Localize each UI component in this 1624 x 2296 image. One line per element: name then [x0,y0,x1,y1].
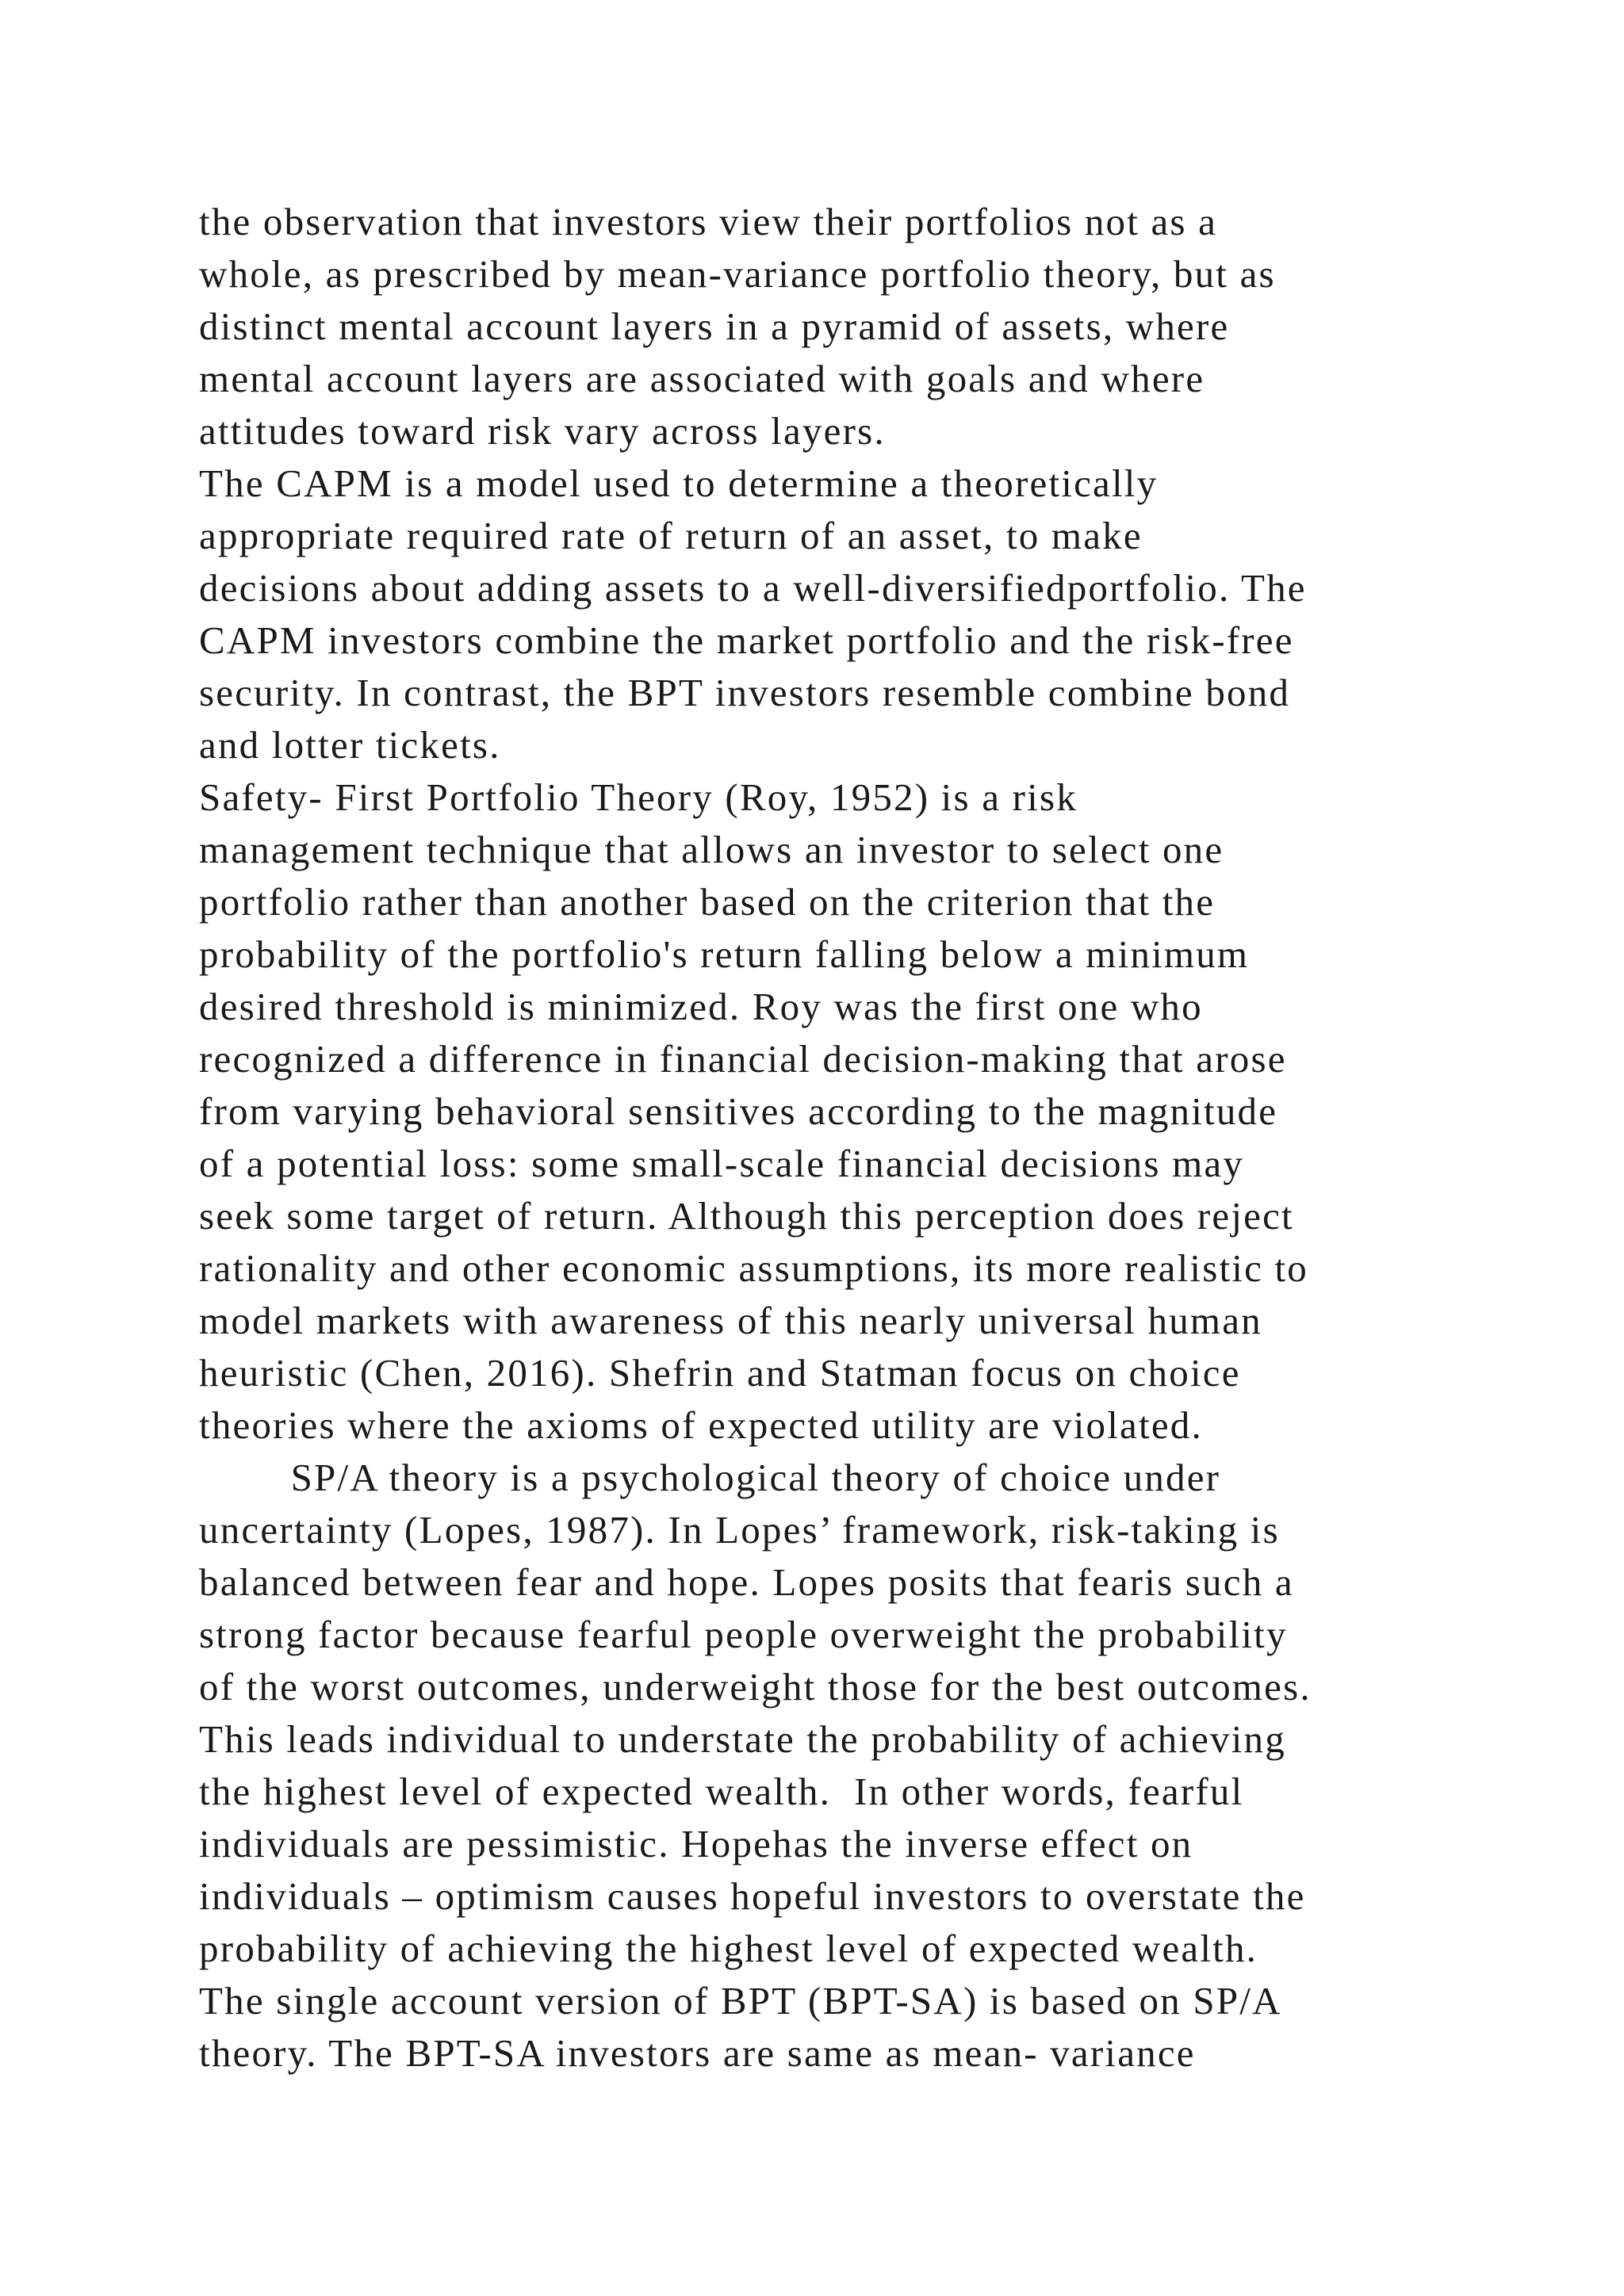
text-line: distinct mental account layers in a pyramid of assets, where [199,304,1230,348]
text-line: The single account version of BPT (BPT-SA) is based on SP/A [199,1979,1282,2022]
text-line: recognized a difference in financial decision-making that arose [199,1037,1287,1081]
text-line: The CAPM is a model used to determine a theoretically [199,461,1159,505]
body-text [199,196,1507,2080]
text-line: strong factor because fearful people overweight the probability [199,1613,1288,1656]
text-line: whole, as prescribed by mean-variance portfolio theory, but as [199,252,1276,296]
text-line: appropriate required rate of return of an asset, to make [199,514,1143,557]
text-line: heuristic (Chen, 2016). Shefrin and Statman focus on choice [199,1351,1241,1395]
text-line: attitudes toward risk vary across layers. [199,409,886,453]
text-line: decisions about adding assets to a well-diversifiedportfolio. The [199,566,1307,610]
text-line: of a potential loss: some small-scale financial decisions may [199,1142,1245,1185]
text-line: and lotter tickets. [199,723,501,767]
text-line: uncertainty (Lopes, 1987). In Lopes’ framework, risk-taking is [199,1508,1280,1552]
text-line: CAPM investors combine the market portfolio and the risk-free [199,618,1294,662]
text-line: rationality and other economic assumptions, its more realistic to [199,1246,1309,1290]
text-line: individuals are pessimistic. Hopehas the inverse effect on [199,1822,1193,1866]
text-line: theory. The BPT-SA investors are same as mean- variance [199,2031,1196,2075]
text-line: of the worst outcomes, underweight those for the best outcomes. [199,1665,1312,1709]
text-line: security. In contrast, the BPT investors resemble combine bond [199,671,1291,714]
text-line: probability of achieving the highest level of expected wealth. [199,1927,1258,1970]
text-line: theories where the axioms of expected utility are violated. [199,1403,1203,1447]
text-line: Safety- First Portfolio Theory (Roy, 1952) is a risk [199,775,1078,819]
text-line: model markets with awareness of this nearly universal human [199,1299,1262,1342]
text-line: from varying behavioral sensitives according to the magnitude [199,1089,1278,1133]
text-line: the observation that investors view their portfolios not as a [199,200,1218,243]
text-line: the highest level of expected wealth. In other words, fearful [199,1770,1244,1813]
text-line: mental account layers are associated with goals and where [199,357,1205,400]
text-line: portfolio rather than another based on the criterion that the [199,880,1216,924]
text-line: management technique that allows an investor to select one [199,828,1224,871]
text-line: desired threshold is minimized. Roy was the first one who [199,985,1203,1028]
text-line: balanced between fear and hope. Lopes posits that fearis such a [199,1560,1294,1604]
text-line: SP/A theory is a psychological theory of choice under [199,1456,1221,1499]
text-line: This leads individual to understate the probability of achieving [199,1717,1286,1761]
text-line: seek some target of return. Although this perception does reject [199,1194,1294,1238]
text-line: individuals – optimism causes hopeful investors to overstate the [199,1874,1306,1918]
text-line: probability of the portfolio's return falling below a minimum [199,932,1250,976]
